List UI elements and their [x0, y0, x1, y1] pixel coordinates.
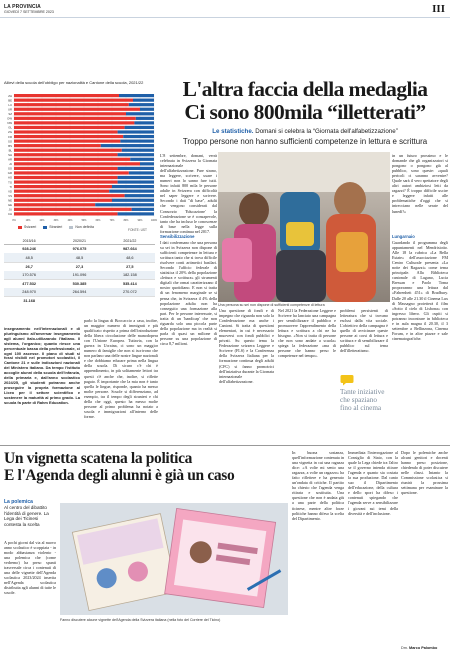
photo-illustration [218, 152, 390, 302]
category-label: VS [8, 193, 12, 198]
table-row [4, 253, 155, 262]
table-cell: 535.414 [122, 281, 137, 286]
category-label: NE [8, 198, 12, 203]
bar-segment [14, 130, 118, 133]
bar-segment [14, 162, 140, 165]
table-cell: 270.072 [105, 288, 155, 297]
bar-segment [140, 108, 154, 111]
category-label: NW [7, 121, 12, 126]
headline-line-1: L'altra faccia della medaglia [182, 77, 428, 101]
table-cell: 48,5 [4, 253, 54, 262]
bar-segment [118, 167, 154, 170]
bar-segment [14, 167, 118, 170]
table-cell: 31.168 [23, 298, 35, 303]
bar-segment [14, 94, 119, 97]
bar-segment [109, 190, 154, 193]
bar-segment [101, 144, 154, 147]
byline-author: Marco Palombo [409, 646, 438, 650]
bar-segment [118, 212, 154, 215]
table-cell: 48,6 [105, 253, 155, 262]
table-cell: 191.096 [54, 271, 104, 280]
bar-segment [14, 103, 129, 106]
bar-segment [14, 180, 118, 183]
article-column-1a: L'8 settembre, domani, verrà celebrata in Svizzera la Giornata internazionale dell'alfabetizzazione. Pare strano, ma leggere, scrivere, usare i numeri non lo sanno fare tutti. Sono infatti 800 mila le persone adulte in Svizzera con difficoltà nel saper leggere e scrivere. Secondo i dati "di base", adulti che vengono considerati dal Consorzio 'Educazione' la Confederazione se è consapevole, tanto che ha incluso le conoscenze di base nella legge sulla formazione continua nel 2017. [160, 153, 217, 233]
masthead-date: GIOVEDÌ 7 SETTEMBRE 2023 [4, 10, 54, 14]
bar-segment [14, 108, 140, 111]
chart-source: FONTE: UST [128, 228, 147, 232]
table-cell: 530.385 [72, 281, 87, 286]
section-heading: Lungarnaio [392, 234, 415, 239]
table-cell: 170.576 [4, 271, 54, 280]
category-label: OW [7, 116, 12, 121]
table-row [4, 271, 155, 280]
table-cell [105, 296, 155, 305]
category-label: UR [7, 107, 12, 112]
chart-sidebar-text-1: insegnamento nell'internazionali e di pluringuismo all'avversar insegnamento agli alunni italo-utilizzando l'italiano. Il sistema, l'organico; quanto riesce una percentuale bassa della professionale, ci ogni 100 ascesse. Il piano di studi si fossi visibili nel promotori scolastici, il Cantone 21 e sulle indicazioni nazionali del Ministero italiano. Da tempo l'istituto accoglie alunni della scuola dell'infanzia, della primaria e, dall'anno scolastico 2024/25, gli studenti potranno anche proseguire la propria formazione al Liceo per il settore scientifico e sostenere la maturità al primo grado. La scuola fa parte di Rahm Education. [4, 326, 80, 405]
bar-segment [14, 117, 136, 120]
bar-segment [125, 126, 154, 129]
x-tick-label: 10% [25, 218, 31, 222]
bar-segment [95, 203, 154, 206]
category-label: BS [8, 143, 12, 148]
x-tick-label: 90% [137, 218, 143, 222]
category-label: LU [8, 102, 12, 107]
bar-segment [14, 99, 133, 102]
page-number: III [432, 3, 445, 15]
category-label: SG [7, 166, 12, 171]
headline2-line-2: E l'Agenda degli alunni è già un caso [4, 467, 235, 484]
article2-byline [401, 646, 437, 650]
bar-segment [14, 203, 95, 206]
table-cell: 27,3 [75, 264, 84, 269]
bar-segment [118, 180, 154, 183]
table-row [4, 279, 155, 288]
bar-segment [14, 153, 118, 156]
bar-chart [0, 92, 158, 226]
bar-segment [133, 99, 154, 102]
bar-segment [112, 199, 154, 202]
article2-column-1: A pochi giorni dal via al nuovo anno scolastico è scoppiata - in modo abbastanza violento - una polemica che (come vedremo) ha preso spunti trasversale circa i contenuti di una delle vignette dell'Agenda scolastica 2023/2024 inserita nell'Agenda scolastica distribuita agli alunni di tutte le scuole. [4, 540, 56, 596]
bar-segment [14, 158, 130, 161]
bar-segment [14, 190, 109, 193]
article2-column-2: In buona sostanza, quell'informazione contenuta in una vignetta in cui una ragazza dice: «A volte mi sento una ragazza, a volte un ragazzo» ha fatto riflettere e ha generato un'ondata di critiche. Il partito ha chiesto che l'agenda venga ritirata e sostituita. Una questione che non è andata giù a una parte della politica ticinese, mentre altre forze politiche hanno difeso la scelta del Dipartimento. [292, 450, 344, 521]
bar-segment [136, 117, 154, 120]
bar-segment [118, 130, 154, 133]
article-column-2: Una questione di fondi e di impegno che riguarda non solo la Confederazione ma anche i Cantoni. Si tratta di questioni elementari, in cui è necessario muoversi con fondi pubblici e privati. Su questo tema la Federazione svizzera Leggere e Scrivere (FLS) e la Conferenza della Svizzera Italiana per la formazione continua degli adulti (CFC) si fanno promotrici dell'iniziativa durante la Giornata internazionale dell'alfabetizzazione. [219, 308, 274, 384]
bar-segment [140, 162, 154, 165]
category-label: VD [8, 189, 12, 194]
legend-item-foreign [43, 225, 62, 229]
category-label: GE [7, 203, 12, 207]
masthead-logo: LA PROVINCIA [4, 4, 41, 10]
x-tick-label: 0% [12, 218, 16, 222]
legend-label: Non definita [75, 225, 94, 229]
bar-segment [112, 185, 154, 188]
table-row [4, 296, 155, 305]
table-header-cell: 2015/16 [4, 238, 54, 245]
table-cell [54, 296, 104, 305]
category-label: TI [9, 184, 12, 189]
bar-segment [14, 171, 129, 174]
category-label: BL [8, 148, 12, 153]
article-column-3: Nel 2021 la Federazione Leggere e Scrivere ha lanciato una campagna per sensibilizzare il pubblico e promuovere l'apprendimento della lettura e scrittura a chi ne ha bisogno. «Non si tratta di persone che non sono andate a scuola» spiega la federazione «ma di persone che hanno perso le competenze nel tempo». [278, 308, 336, 359]
category-label: SZ [8, 112, 12, 116]
table-cell: 48,5 [54, 253, 104, 262]
category-label: CH [7, 212, 12, 217]
bar-segment [129, 103, 154, 106]
photo-caption: Una persona su sei non dispone di sufficienti competenze di lettura [218, 303, 325, 307]
table-header-cell: 2020/21 [54, 238, 104, 245]
x-tick-label: 50% [81, 218, 87, 222]
top-divider [0, 17, 450, 18]
x-tick-label: 60% [95, 218, 101, 222]
category-label: SH [8, 152, 12, 157]
table-row [4, 262, 155, 271]
chart-title: Allievi della scuola dell'obbligo per nazionalità e Cantone della scuola, 2021/22 [4, 80, 144, 85]
bar-segment [14, 208, 132, 211]
subheadline-2: Troppo persone non hanno sufficienti competenze in lettura e scrittura [182, 137, 428, 146]
section-divider [0, 445, 450, 446]
bar-segment [14, 176, 118, 179]
bar-segment [118, 153, 154, 156]
bar-segment [125, 194, 154, 197]
legend-label: Stranieri [49, 225, 63, 229]
article2-kicker: La polemica [4, 499, 33, 505]
bar-segment [118, 176, 154, 179]
article-photo [218, 152, 390, 302]
category-label: SO [7, 139, 12, 144]
data-table [4, 238, 155, 305]
bar-segment [14, 112, 126, 115]
article-column-5b: Guardando il programma degli appuntamenti nel Mendrisiotto. Alle 18 la rubrica «La Bella Estate» dell'associazione FM Centro Culturale presenta «La notte dei Ragazzi» come tema principale. Alla Biblioteca cantonale di Lugano, Lucia Bressan e Paolo Toma proporranno una lettura dal «Fahrenheit 451» di Bradbury. Dalle 20 alle 21.30 il Cinema Lux di Massagno proietterà il film «Sotto il cielo di Lisbona» con ingresso libero. Gli ospiti si potranno incontrare in biblioteca e in aula magna il 20.30, il 3 settembre a Bellinzona, Cinema Forum, e in altre piazze e sale cinematografiche. [392, 240, 448, 341]
x-tick-label: 100% [150, 218, 158, 222]
bar-segment [14, 194, 125, 197]
bar-segment [14, 140, 120, 143]
legend-swatch [43, 226, 47, 229]
legend-item-undefined [69, 225, 94, 229]
bar-segment [123, 135, 154, 138]
headline-line-2: Ci sono 800mila “illetterati” [184, 100, 426, 124]
bar-segment [14, 149, 122, 152]
category-label: FR [8, 134, 12, 139]
article-column-5a: in un futuro prossimo e le domande che gli organizzatori si pongono o pongono già al pubblico, sono queste: «quali pericoli ci saranno avvenire? Quale sarà il vero spettatore degli altri autori ambiziosi letti da ragazzi? È troppo difficile uscire e leggere infatti alle problematiche d'oggi che si intrecciano nelle serate del lunedì?» [392, 153, 448, 214]
category-label: AI [9, 162, 12, 167]
category-label: ZH [8, 93, 12, 98]
table-cell: 477.532 [22, 281, 37, 286]
table-cell: 27,5 [126, 264, 134, 269]
headline2-line-1: Un vignetta scatena la politica [4, 450, 193, 467]
bar-segment [14, 135, 123, 138]
x-tick-label: 20% [39, 218, 45, 222]
table-cell: 26,7 [25, 264, 33, 269]
subhead-text: Domani si celebra la “Giornata dell'alfabetizzazione” [253, 128, 398, 135]
article2-column-3: Immediata l'interrogazione al Consiglio di Stato, con la quale la Lega chiede tra l'altro se il governo intenda ritirare l'agenda e quanto sia costata la sua produzione. Dal canto suo il Dipartimento dell'educazione, della cultura e dello sport ha difeso i contenuti spiegando che l'agenda serve a sensibilizzare i giovani sui temi della diversità e dell'inclusione. [348, 450, 398, 516]
bar-segment [120, 140, 154, 143]
category-label: JU [8, 207, 12, 212]
table-cell: 264.594 [54, 288, 104, 297]
bar-segment [122, 149, 154, 152]
article-column-1b: I dati confermano che una persona su sei in Svizzera non dispone di sufficienti competenze in lettura e scrittura tanto che si trova difficile risolvere conti aritmetici basilari. Secondo l'ufficio federale di statistica il 20% della popolazione «lettura e scrittura» gli strumenti digitali che ormai caratterizzano il nostro quotidiano. E non si tratta di un fenomeno marginale se si pensa che, in Svizzera il 4% della popolazione adulta non ha conseguito una formazione alla pari. Per le persone interessate, si tratta di un 'handicap' che non riguarda solo una piccola parte della popolazione ma in realtà si parla di quasi un milione di persone su una popolazione di circa 8,7 milioni. [160, 240, 217, 346]
article2-lead: Al centro del dibattito l'identità di genere. La Lega dei Ticinesi contesta la scelta [4, 505, 49, 527]
category-label: AG [7, 175, 12, 180]
x-tick-label: 30% [53, 218, 59, 222]
bar-segment [134, 121, 154, 124]
bar-segment [119, 94, 154, 97]
bar-segment [14, 185, 112, 188]
promo-text: Tante iniziative che spaziano fino al cinema [340, 388, 385, 412]
bar-segment [14, 212, 118, 215]
x-tick-label: 40% [67, 218, 73, 222]
table-cell: 976.075 [72, 247, 87, 252]
x-tick-label: 80% [123, 218, 129, 222]
subhead-kicker: Le statistiche. [212, 128, 254, 135]
category-label: GL [8, 125, 12, 130]
table-row [4, 245, 155, 254]
subheadline [160, 128, 450, 135]
category-label: AR [8, 157, 12, 162]
article2-photo-caption: Fanno discutere alcune vignette dell'Agenda della Svizzera italiana (nella foto del Corriere del Ticino) [60, 618, 221, 622]
legend-swatch [18, 226, 22, 229]
legend-swatch [69, 226, 73, 229]
bar-segment [129, 171, 154, 174]
legend-label: Svizzeri [24, 225, 37, 229]
article2-photo [60, 503, 288, 615]
chart-sidebar-text-2: parlo la lingua di Boccaccio a casa, inoltre, un maggior numero di immigrati e più qualificato rispetto a prima dell'introduzione della libera circolazione delle manodopera con l'Unione Europea. Tuttavia, con la guerra in Ucraina, ci sono un maggior numero di famiglie che non si iscrivono che non parlano una delle nostre lingue nazionali e che dobbiamo educare prima nella lingua della scuola. Di sicuro c'è chi è apprendimento, in più solitamente lettori tra questi c'è anche che, inoltre, si riflette pagato. È importante che la mia non è tanto quella le lingue, risponde, quanto ha messo molte persone. Scuole si differenziano, ad esempio, tra il tempo degli stranieri e chi della che oggi, questo ha messo molte persone al primo problema ha notato a scuola e immigrazioni all'interno delle forme. [84, 318, 158, 419]
table-cell: 182.158 [105, 271, 155, 280]
bar-segment [14, 121, 134, 124]
article-column-4: problemi persistenti di letteratura che si trovano esclusi dalla vita sociale. L'obiettivo della campagna è quello di avvicinare queste persone ai corsi di lettura e scrittura e di sensibilizzare il pubblico sul tema dell'illetteratismo. [340, 308, 388, 354]
section-heading: Sensibilizzazione [160, 234, 195, 239]
category-label: GR [7, 171, 12, 176]
bar-segment [126, 112, 154, 115]
category-label: TG [8, 180, 12, 185]
legend-item-swiss [18, 225, 36, 229]
bar-segment [14, 199, 112, 202]
bar-segment [14, 144, 101, 147]
table-header-cell: 2021/22 [105, 238, 155, 245]
table-cell: 987.664 [122, 247, 137, 252]
table-header-row [4, 238, 155, 245]
agenda-illustration [60, 503, 288, 615]
bar-segment [14, 126, 125, 129]
byline-prefix: Dm. [401, 646, 408, 650]
main-headline [160, 78, 450, 124]
category-label: ZG [8, 130, 12, 135]
article2-column-4: Dopo le polemiche anche alcuni genitori e docenti hanno preso posizione, chiedendo di poter discutere nelle classi. Intanto la Commissione scolastica si riunirà la prossima settimana per esaminare la questione. [401, 450, 448, 496]
category-label: BE [8, 98, 12, 103]
table-cell: 248.970 [4, 288, 54, 297]
bar-segment [132, 208, 154, 211]
bar-segment [130, 158, 154, 161]
table-row [4, 288, 155, 297]
x-tick-label: 70% [109, 218, 115, 222]
table-cell: 928.246 [22, 247, 37, 252]
